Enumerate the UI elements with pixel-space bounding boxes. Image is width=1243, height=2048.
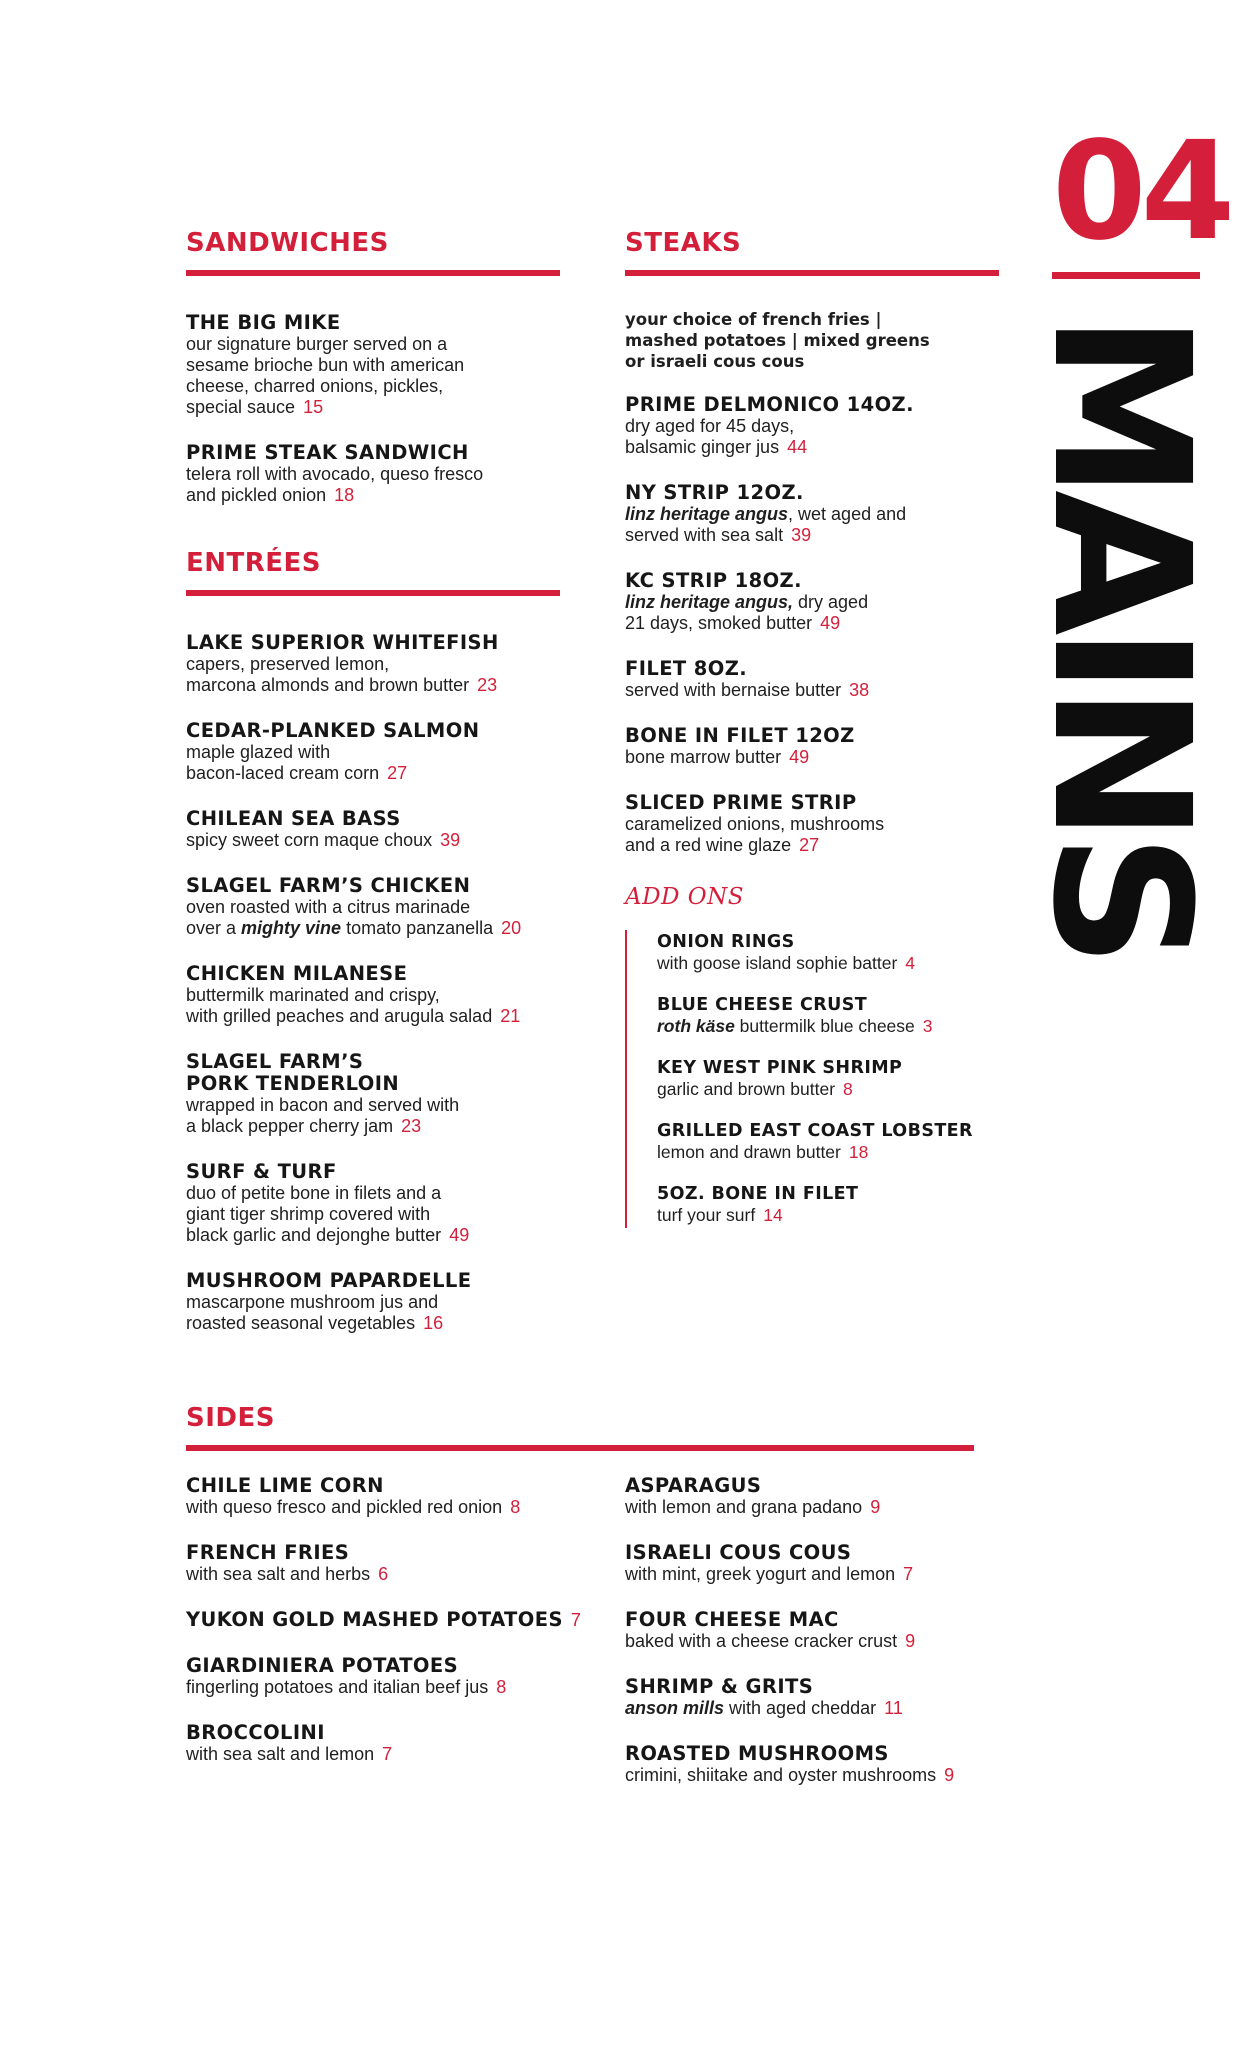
price: 6 xyxy=(378,1564,389,1584)
item-name: SHRIMP & GRITS xyxy=(625,1675,814,1698)
menu-item-kc-strip xyxy=(625,570,999,634)
item-name: SLAGEL FARM’S CHICKEN xyxy=(186,874,471,897)
desc-line: maple glazed with xyxy=(186,742,331,762)
desc-line: 21 days, smoked butter xyxy=(625,613,813,633)
price: 15 xyxy=(303,397,324,417)
item-name: FRENCH FRIES xyxy=(186,1541,350,1564)
desc-line: black garlic and dejonghe butter xyxy=(186,1225,442,1245)
section-label: MAINS xyxy=(1011,313,1230,959)
side-item-asparagus xyxy=(625,1475,1045,1518)
side-item-four-cheese-mac xyxy=(625,1609,1045,1652)
item-desc xyxy=(625,814,999,856)
desc-line: duo of petite bone in filets and a xyxy=(186,1183,442,1203)
intro-line: or israeli cous cous xyxy=(625,352,805,371)
item-name: MUSHROOM PAPARDELLE xyxy=(186,1269,472,1292)
side-item-yukon-gold-mashed xyxy=(186,1609,606,1631)
item-name-text: YUKON GOLD MASHED POTATOES xyxy=(186,1608,563,1631)
item-name: ASPARAGUS xyxy=(625,1474,762,1497)
desc-line: served with sea salt xyxy=(625,525,784,545)
desc-text: over a xyxy=(186,918,242,938)
menu-item-lake-superior-whitefish xyxy=(186,632,560,696)
desc-text: fingerling potatoes and italian beef jus xyxy=(186,1677,489,1697)
desc-text: with goose island sophie batter xyxy=(657,953,898,973)
item-desc xyxy=(186,897,560,939)
desc-line: and a red wine glaze xyxy=(625,835,792,855)
price: 38 xyxy=(849,680,870,700)
desc-line: dry aged for 45 days, xyxy=(625,416,795,436)
desc-line: with grilled peaches and arugula salad xyxy=(186,1006,493,1026)
addon-name: GRILLED EAST COAST LOBSTER xyxy=(657,1121,973,1141)
desc-line: our signature burger served on a xyxy=(186,334,448,354)
sides-left-column xyxy=(186,1475,606,1789)
side-item-giardiniera-potatoes xyxy=(186,1655,606,1698)
desc-line: and pickled onion xyxy=(186,485,327,505)
desc-line: sesame brioche bun with american xyxy=(186,355,465,375)
addon-desc xyxy=(657,1079,999,1100)
item-desc xyxy=(186,985,560,1027)
item-name xyxy=(186,1609,606,1631)
item-name: SLAGEL FARM’S xyxy=(186,1050,364,1073)
price: 16 xyxy=(423,1313,444,1333)
steaks-intro xyxy=(625,309,999,372)
item-desc xyxy=(186,1744,606,1765)
menu-item-chilean-sea-bass xyxy=(186,808,560,851)
desc-text: crimini, shiitake and oyster mushrooms xyxy=(625,1765,937,1785)
sides-section xyxy=(186,1403,974,1451)
price: 49 xyxy=(449,1225,470,1245)
sides-rule xyxy=(186,1445,974,1451)
item-name: FOUR CHEESE MAC xyxy=(625,1608,839,1631)
price: 39 xyxy=(791,525,812,545)
menu-item-filet-8oz xyxy=(625,658,999,701)
addons-title: ADD ONS xyxy=(625,884,745,910)
price: 7 xyxy=(382,1744,393,1764)
item-desc xyxy=(625,1564,1045,1585)
price: 23 xyxy=(401,1116,422,1136)
desc-line: caramelized onions, mushrooms xyxy=(625,814,885,834)
item-desc xyxy=(625,1765,1045,1786)
price: 49 xyxy=(820,613,841,633)
desc-text: baked with a cheese cracker crust xyxy=(625,1631,898,1651)
sides-right-column xyxy=(625,1475,1045,1810)
desc-italic: anson mills xyxy=(625,1698,725,1718)
price: 9 xyxy=(870,1497,881,1517)
desc-line: a black pepper cherry jam xyxy=(186,1116,394,1136)
item-desc xyxy=(186,1095,560,1137)
item-name: ROASTED MUSHROOMS xyxy=(625,1742,889,1765)
item-name: CHICKEN MILANESE xyxy=(186,962,408,985)
desc-text: buttermilk blue cheese xyxy=(734,1016,915,1036)
steaks-title: STEAKS xyxy=(625,228,742,258)
desc-line: wrapped in bacon and served with xyxy=(186,1095,460,1115)
addon-desc xyxy=(657,1142,999,1163)
desc-line: cheese, charred onions, pickles, xyxy=(186,376,444,396)
desc-line: buttermilk marinated and crispy, xyxy=(186,985,440,1005)
side-item-israeli-cous-cous xyxy=(625,1542,1045,1585)
desc-text: with lemon and grana padano xyxy=(625,1497,863,1517)
item-name: NY STRIP 12OZ. xyxy=(625,481,804,504)
item-desc xyxy=(625,1698,1045,1719)
addon-desc xyxy=(657,1016,999,1037)
menu-item-slagel-farms-chicken xyxy=(186,875,560,939)
desc-line: roasted seasonal vegetables xyxy=(186,1313,416,1333)
item-desc xyxy=(186,1677,606,1698)
price: 8 xyxy=(496,1677,507,1697)
item-desc xyxy=(625,1497,1045,1518)
item-desc xyxy=(186,464,560,506)
sides-title: SIDES xyxy=(186,1403,275,1433)
desc-text: , wet aged and xyxy=(788,504,907,524)
menu-item-slagel-farms-pork-tenderloin xyxy=(186,1051,560,1137)
item-name: BROCCOLINI xyxy=(186,1721,325,1744)
addon-desc xyxy=(657,1205,999,1226)
item-desc xyxy=(186,742,560,784)
item-desc xyxy=(625,592,999,634)
item-name: PORK TENDERLOIN xyxy=(186,1072,400,1095)
menu-item-bone-in-filet xyxy=(625,725,999,768)
desc-text: with mint, greek yogurt and lemon xyxy=(625,1564,896,1584)
price: 23 xyxy=(477,675,498,695)
desc-italic: linz heritage angus, xyxy=(625,592,794,612)
menu-item-the-big-mike xyxy=(186,312,560,418)
entrees-title: ENTRÉES xyxy=(186,548,322,578)
entrees-section xyxy=(186,548,560,1358)
item-desc xyxy=(186,1292,560,1334)
desc-line: mascarpone mushroom jus and xyxy=(186,1292,439,1312)
desc-line: capers, preserved lemon, xyxy=(186,654,390,674)
item-name: BONE IN FILET 12OZ xyxy=(625,724,855,747)
side-item-chile-lime-corn xyxy=(186,1475,606,1518)
addon-name: KEY WEST PINK SHRIMP xyxy=(657,1058,903,1078)
addon-name: 5OZ. BONE IN FILET xyxy=(657,1184,859,1204)
item-desc xyxy=(186,1183,560,1246)
price: 9 xyxy=(905,1631,916,1651)
item-name: CHILE LIME CORN xyxy=(186,1474,384,1497)
item-name: SURF & TURF xyxy=(186,1160,337,1183)
desc-text: tomato panzanella xyxy=(341,918,494,938)
intro-text xyxy=(625,309,999,372)
price: 7 xyxy=(570,1610,582,1630)
item-desc xyxy=(625,416,999,458)
desc-text: lemon and drawn butter xyxy=(657,1142,841,1162)
desc-line: bacon-laced cream corn xyxy=(186,763,380,783)
price: 39 xyxy=(440,830,461,850)
side-item-broccolini xyxy=(186,1722,606,1765)
desc-line: special sauce xyxy=(186,397,296,417)
desc-line: spicy sweet corn maque choux xyxy=(186,830,433,850)
menu-item-cedar-planked-salmon xyxy=(186,720,560,784)
steaks-section xyxy=(625,228,999,1228)
desc-line: marcona almonds and brown butter xyxy=(186,675,470,695)
addon-item-onion-rings xyxy=(657,932,999,974)
item-name: THE BIG MIKE xyxy=(186,311,341,334)
item-desc xyxy=(625,504,999,546)
menu-item-chicken-milanese xyxy=(186,963,560,1027)
item-desc xyxy=(625,747,999,768)
menu-item-prime-steak-sandwich xyxy=(186,442,560,506)
side-item-french-fries xyxy=(186,1542,606,1585)
price: 49 xyxy=(789,747,810,767)
desc-text: with aged cheddar xyxy=(724,1698,877,1718)
item-name: CEDAR-PLANKED SALMON xyxy=(186,719,480,742)
desc-text: dry aged xyxy=(793,592,869,612)
item-desc xyxy=(186,830,560,851)
addons-section xyxy=(625,884,999,1228)
menu-item-mushroom-papardelle xyxy=(186,1270,560,1334)
item-desc xyxy=(625,1631,1045,1652)
price: 27 xyxy=(799,835,820,855)
desc-text: with sea salt and herbs xyxy=(186,1564,371,1584)
desc-line: served with bernaise butter xyxy=(625,680,842,700)
item-name: PRIME STEAK SANDWICH xyxy=(186,441,469,464)
desc-italic: roth käse xyxy=(657,1016,735,1036)
item-name: SLICED PRIME STRIP xyxy=(625,791,857,814)
item-name: CHILEAN SEA BASS xyxy=(186,807,401,830)
addons-list xyxy=(625,930,999,1228)
item-name: PRIME DELMONICO 14OZ. xyxy=(625,393,914,416)
item-desc xyxy=(186,1564,606,1585)
price: 21 xyxy=(500,1006,521,1026)
desc-text: with queso fresco and pickled red onion xyxy=(186,1497,503,1517)
menu-item-sliced-prime-strip xyxy=(625,792,999,856)
side-item-shrimp-and-grits xyxy=(625,1676,1045,1719)
desc-italic: mighty vine xyxy=(241,918,342,938)
price: 4 xyxy=(905,953,916,973)
desc-text: turf your surf xyxy=(657,1205,756,1225)
menu-item-prime-delmonico xyxy=(625,394,999,458)
addon-item-bone-in-filet xyxy=(657,1184,999,1226)
desc-line: giant tiger shrimp covered with xyxy=(186,1204,431,1224)
item-desc xyxy=(186,654,560,696)
desc-text: garlic and brown butter xyxy=(657,1079,836,1099)
desc-italic: linz heritage angus xyxy=(625,504,789,524)
price: 27 xyxy=(387,763,408,783)
desc-line: bone marrow butter xyxy=(625,747,782,767)
price: 14 xyxy=(763,1205,783,1225)
item-desc xyxy=(186,334,560,418)
price: 18 xyxy=(334,485,355,505)
side-item-roasted-mushrooms xyxy=(625,1743,1045,1786)
sandwiches-title: SANDWICHES xyxy=(186,228,389,258)
sandwiches-section xyxy=(186,228,560,530)
desc-line: balsamic ginger jus xyxy=(625,437,780,457)
addon-desc xyxy=(657,953,999,974)
item-name: FILET 8OZ. xyxy=(625,657,748,680)
price: 9 xyxy=(944,1765,955,1785)
price: 8 xyxy=(510,1497,521,1517)
item-name: KC STRIP 18OZ. xyxy=(625,569,802,592)
addon-name: ONION RINGS xyxy=(657,932,795,952)
price: 11 xyxy=(884,1698,903,1718)
desc-line: oven roasted with a citrus marinade xyxy=(186,897,471,917)
price: 3 xyxy=(922,1016,933,1036)
desc-line: telera roll with avocado, queso fresco xyxy=(186,464,484,484)
intro-line: mashed potatoes | mixed greens xyxy=(625,331,930,350)
price: 44 xyxy=(787,437,808,457)
intro-line: your choice of french fries | xyxy=(625,310,882,329)
addon-item-grilled-lobster xyxy=(657,1121,999,1163)
item-desc xyxy=(186,1497,606,1518)
addon-item-key-west-pink-shrimp xyxy=(657,1058,999,1100)
price: 20 xyxy=(501,918,522,938)
section-number: 04 xyxy=(1052,113,1230,271)
addon-item-blue-cheese-crust xyxy=(657,995,999,1037)
item-desc xyxy=(625,680,999,701)
menu-item-ny-strip xyxy=(625,482,999,546)
section-number-rule xyxy=(1052,272,1200,279)
price: 8 xyxy=(843,1079,853,1099)
item-name: LAKE SUPERIOR WHITEFISH xyxy=(186,631,499,654)
item-name: GIARDINIERA POTATOES xyxy=(186,1654,459,1677)
addon-name: BLUE CHEESE CRUST xyxy=(657,995,868,1015)
price: 18 xyxy=(848,1142,869,1162)
price: 7 xyxy=(903,1564,914,1584)
item-name: ISRAELI COUS COUS xyxy=(625,1541,852,1564)
menu-item-surf-and-turf xyxy=(186,1161,560,1246)
desc-text: with sea salt and lemon xyxy=(186,1744,375,1764)
